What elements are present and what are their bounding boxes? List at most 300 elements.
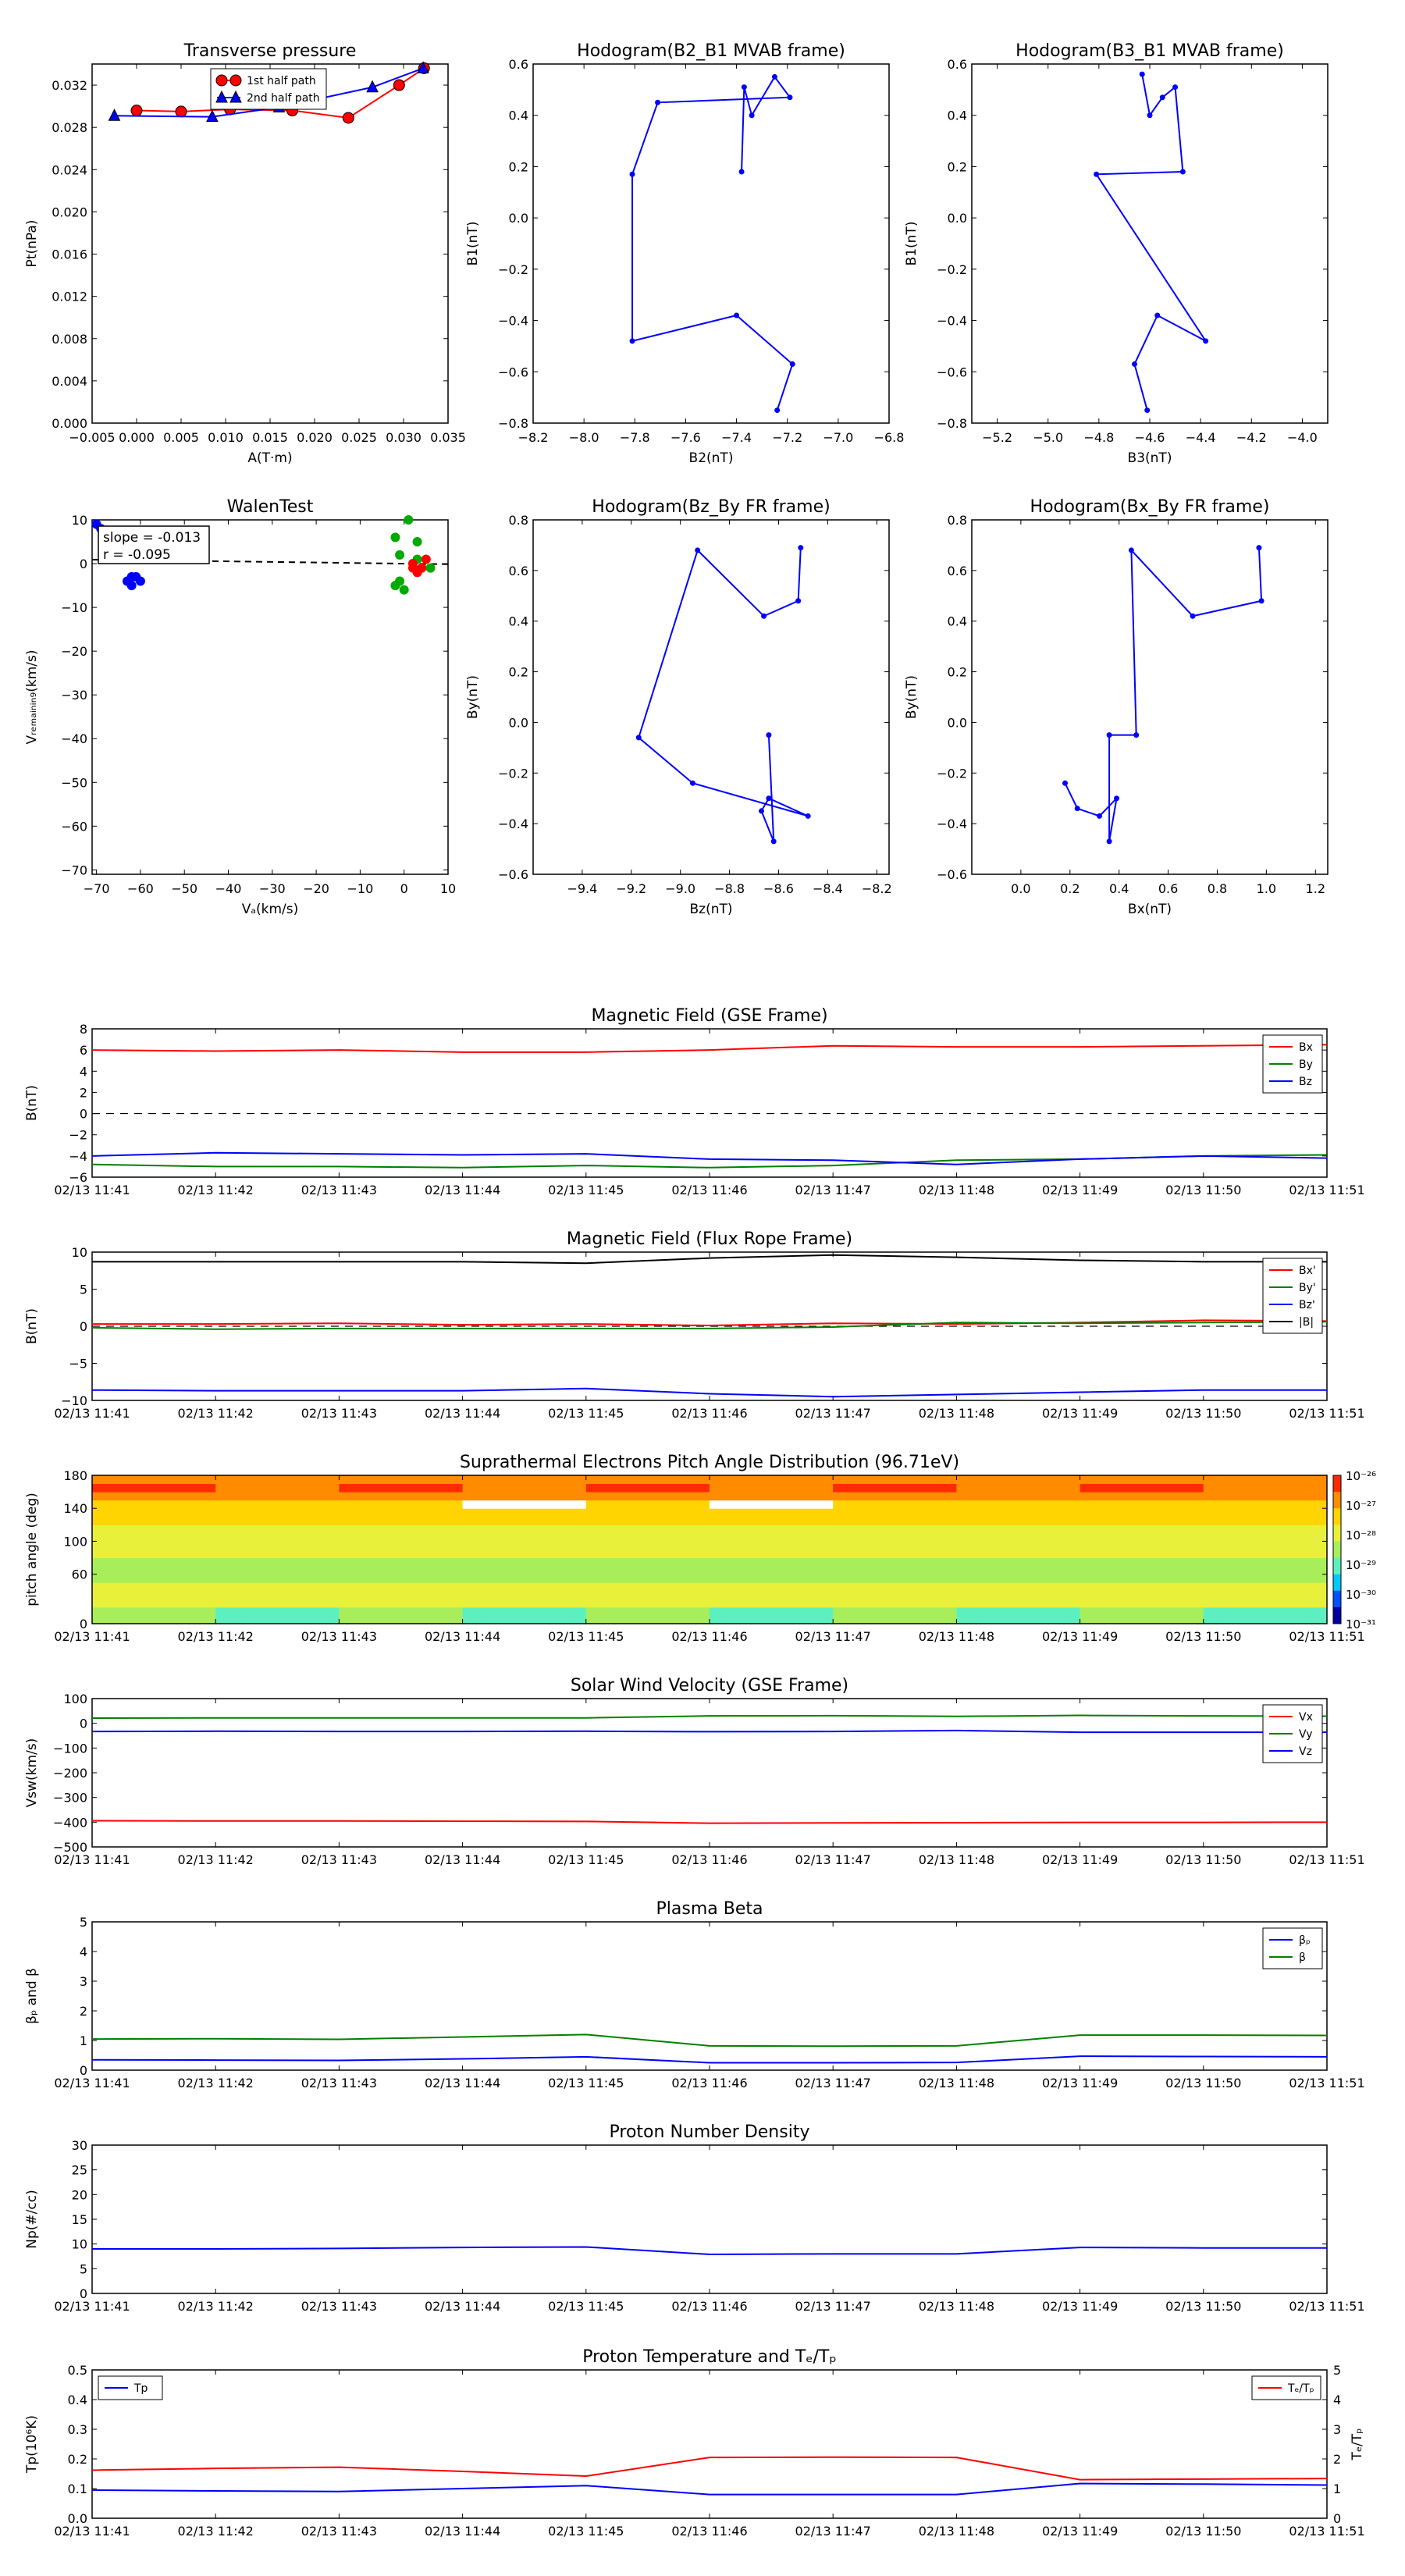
y-tick-label: 1 — [79, 2033, 87, 2048]
heatmap-cell — [215, 1525, 340, 1533]
data-point — [1129, 547, 1134, 553]
data-point — [1160, 94, 1165, 100]
time-tick-label: 02/13 11:48 — [918, 2299, 995, 2314]
y-tick-label: 0.032 — [52, 78, 87, 94]
y-tick-label: 60 — [71, 1567, 87, 1582]
heatmap-cell — [710, 1525, 834, 1533]
y-tick-label: 0.4 — [947, 108, 967, 123]
heatmap-cell — [1080, 1607, 1204, 1616]
y-axis-label: B1(nT) — [465, 221, 481, 266]
y-tick-label: −0.4 — [937, 817, 967, 832]
chart-title: Transverse pressure — [183, 41, 357, 61]
heatmap-cell — [339, 1574, 463, 1583]
chart-h2 — [904, 41, 1328, 466]
y-tick-label: −300 — [53, 1790, 87, 1806]
time-tick-label: 02/13 11:49 — [1041, 1406, 1119, 1421]
heatmap-cell — [463, 1591, 587, 1599]
x-tick-label: −70 — [83, 881, 110, 896]
y-tick-label: 5 — [79, 2261, 87, 2277]
y-axis-label: B(nT) — [24, 1084, 40, 1122]
x-axis-label: B3(nT) — [1127, 450, 1172, 466]
y-tick-label: −0.6 — [498, 867, 528, 882]
data-point — [806, 813, 811, 819]
y-tick-label: 0.6 — [947, 57, 967, 72]
heatmap-cell — [956, 1475, 1080, 1484]
heatmap-cell — [92, 1492, 216, 1500]
annotation-text: slope = -0.013 — [103, 530, 201, 546]
y-tick-label: 0.4 — [947, 614, 967, 629]
y-tick-label: 0.4 — [67, 2393, 87, 2407]
heatmap-cell — [215, 1492, 340, 1500]
legend-entry: β — [1299, 1952, 1306, 1964]
heatmap-cell — [1080, 1533, 1204, 1542]
time-tick-label: 02/13 11:47 — [795, 1406, 871, 1421]
x-tick-label: −8.2 — [861, 881, 892, 896]
y-axis-label: B(nT) — [24, 1308, 40, 1345]
time-tick-label: 02/13 11:49 — [1041, 2299, 1119, 2314]
time-tick-label: 02/13 11:43 — [301, 2524, 378, 2539]
heatmap-cell — [463, 1492, 587, 1500]
heatmap-cell — [92, 1533, 216, 1542]
heatmap-cell — [586, 1492, 710, 1500]
y-tick-label: −2 — [69, 1127, 87, 1143]
data-point — [759, 808, 764, 813]
data-point — [742, 84, 747, 90]
x-tick-label: 0.025 — [341, 430, 377, 445]
y-tick-label: −5 — [69, 1356, 87, 1372]
y-tick-label: 0.0 — [508, 211, 528, 226]
heatmap-cell — [463, 1599, 587, 1607]
x-tick-label: 0.015 — [252, 430, 288, 445]
chart-h1 — [465, 41, 904, 466]
time-tick-label: 02/13 11:47 — [795, 1629, 871, 1644]
heatmap-cell — [710, 1566, 834, 1574]
time-tick-label: 02/13 11:42 — [177, 1183, 254, 1197]
time-tick-label: 02/13 11:49 — [1041, 2524, 1119, 2539]
heatmap-cell — [1204, 1574, 1328, 1583]
time-tick-label: 02/13 11:48 — [918, 1852, 995, 1867]
x-tick-label: 0.6 — [1158, 881, 1179, 896]
y-tick-label: 100 — [63, 1692, 87, 1706]
y-axis-label: Pt(nPa) — [24, 219, 40, 268]
heatmap-cell — [339, 1615, 463, 1624]
x-tick-label: 0.030 — [386, 430, 422, 445]
time-tick-label: 02/13 11:51 — [1289, 1629, 1365, 1644]
scatter-point — [413, 537, 422, 546]
heatmap-cell — [586, 1582, 710, 1591]
y-tick-label: 5 — [79, 1915, 87, 1930]
colorbar-tick-label: 10⁻²⁶ — [1346, 1469, 1377, 1483]
time-tick-label: 02/13 11:50 — [1165, 1629, 1242, 1644]
legend-entry: Bx — [1299, 1041, 1313, 1054]
heatmap-cell — [339, 1591, 463, 1599]
heatmap-cell — [92, 1500, 216, 1509]
data-point — [1180, 169, 1186, 175]
y-tick-label: 0.016 — [52, 247, 87, 262]
chart-title: Proton Temperature and Tₑ/Tₚ — [582, 2347, 837, 2367]
heatmap-cell — [956, 1533, 1080, 1542]
time-tick-label: 02/13 11:42 — [177, 2524, 254, 2539]
y-tick-label: 10 — [71, 1245, 87, 1260]
x-tick-label: −50 — [171, 881, 198, 896]
scatter-point — [400, 585, 409, 595]
time-tick-label: 02/13 11:46 — [671, 2076, 748, 2090]
heatmap-cell — [339, 1517, 463, 1525]
heatmap-cell — [463, 1517, 587, 1525]
y-tick-label: 0 — [79, 2063, 87, 2078]
heatmap-cell — [833, 1566, 957, 1574]
chart-np — [24, 2122, 1365, 2314]
scatter-point — [136, 576, 145, 585]
y-tick-label: 0.0 — [947, 211, 967, 226]
heatmap-cell — [956, 1500, 1080, 1509]
heatmap-cell — [463, 1541, 587, 1550]
heatmap-cell — [1204, 1615, 1328, 1624]
y-tick-label: −400 — [53, 1815, 87, 1831]
heatmap-cell — [956, 1525, 1080, 1533]
heatmap-cell — [463, 1475, 587, 1484]
heatmap-cell — [833, 1558, 957, 1567]
heatmap-cell — [1080, 1566, 1204, 1574]
y-tick-label: −100 — [53, 1741, 87, 1756]
heatmap-cell — [1204, 1484, 1328, 1493]
heatmap-cell — [215, 1574, 340, 1583]
heatmap-cell — [586, 1558, 710, 1567]
time-tick-label: 02/13 11:44 — [424, 2076, 501, 2090]
data-point — [393, 80, 404, 91]
time-tick-label: 02/13 11:47 — [795, 2299, 871, 2314]
heatmap-cell — [586, 1508, 710, 1517]
chart-title: Hodogram(Bz_By FR frame) — [592, 497, 831, 517]
heatmap-cell — [956, 1508, 1080, 1517]
y-axis-label: By(nT) — [465, 674, 481, 720]
heatmap-cell — [1080, 1558, 1204, 1567]
y-tick-label: 4 — [79, 1064, 87, 1080]
data-point — [630, 172, 635, 177]
heatmap-cell — [586, 1484, 710, 1493]
time-tick-label: 02/13 11:41 — [54, 2524, 130, 2539]
y-tick-label: 0.024 — [52, 162, 87, 178]
heatmap-cell — [1204, 1517, 1328, 1525]
time-tick-label: 02/13 11:48 — [918, 1629, 995, 1644]
heatmap-cell — [710, 1484, 834, 1493]
heatmap-cell — [833, 1582, 957, 1591]
scatter-point — [404, 515, 413, 525]
chart-title: Solar Wind Velocity (GSE Frame) — [570, 1676, 849, 1695]
y-tick-label: −0.2 — [937, 766, 967, 781]
heatmap-cell — [586, 1517, 710, 1525]
y-tick-label: 0.6 — [947, 563, 967, 578]
time-tick-label: 02/13 11:45 — [548, 2524, 624, 2539]
y2-tick-label: 0 — [1333, 2511, 1342, 2526]
y-tick-label: 0 — [79, 2286, 87, 2301]
chart-title: Magnetic Field (Flux Rope Frame) — [566, 1229, 853, 1249]
series-line — [92, 2247, 1327, 2254]
plot-frame — [92, 520, 448, 874]
data-point — [343, 112, 354, 123]
chart-title: Magnetic Field (GSE Frame) — [591, 1006, 828, 1026]
heatmap-cell — [215, 1582, 340, 1591]
heatmap-cell — [833, 1517, 957, 1525]
y-tick-label: 0 — [79, 1319, 87, 1334]
x-tick-label: −8.0 — [568, 430, 599, 445]
chart-vsw — [24, 1676, 1365, 1867]
time-tick-label: 02/13 11:46 — [671, 2299, 748, 2314]
y-tick-label: 0.0 — [67, 2511, 87, 2526]
time-tick-label: 02/13 11:44 — [424, 1852, 501, 1867]
plot-frame — [92, 2370, 1327, 2518]
colorbar-segment — [1333, 1541, 1341, 1558]
heatmap-cell — [215, 1558, 340, 1567]
x-tick-label: −9.0 — [665, 881, 696, 896]
y-tick-label: −0.6 — [937, 365, 967, 380]
data-point — [1094, 172, 1099, 177]
heatmap-cell — [956, 1566, 1080, 1574]
heatmap-cell — [833, 1591, 957, 1599]
chart-title: Plasma Beta — [656, 1899, 763, 1919]
chart-title: WalenTest — [226, 497, 314, 517]
y2-axis-label: Tₑ/Tₚ — [1350, 2428, 1365, 2460]
time-tick-label: 02/13 11:47 — [795, 1183, 871, 1197]
time-tick-label: 02/13 11:45 — [548, 1183, 624, 1197]
heatmap-cell — [1204, 1525, 1328, 1533]
heatmap-cell — [710, 1574, 834, 1583]
legend-entry: 1st half path — [247, 75, 316, 87]
heatmap-cell — [956, 1492, 1080, 1500]
heatmap-cell — [956, 1550, 1080, 1558]
data-point — [109, 109, 120, 120]
data-point — [766, 795, 771, 801]
y-tick-label: 2 — [79, 1085, 87, 1101]
colorbar-segment — [1333, 1525, 1341, 1542]
x-tick-label: 0.4 — [1108, 881, 1129, 896]
data-point — [734, 313, 739, 318]
heatmap-cell — [1204, 1607, 1328, 1616]
x-tick-label: −4.0 — [1286, 430, 1318, 445]
heatmap-cell — [1204, 1566, 1328, 1574]
x-tick-label: −10 — [347, 881, 374, 896]
y-tick-label: 0.012 — [52, 289, 87, 304]
legend-entry: Tp — [134, 2382, 148, 2395]
x-tick-label: −0.005 — [69, 430, 116, 445]
heatmap-cell — [215, 1541, 340, 1550]
heatmap-cell — [1080, 1550, 1204, 1558]
data-point — [630, 338, 635, 343]
y-tick-label: −0.6 — [937, 867, 967, 882]
y-tick-label: −4 — [69, 1148, 87, 1164]
heatmap-cell — [339, 1533, 463, 1542]
heatmap-cell — [586, 1599, 710, 1607]
time-tick-label: 02/13 11:49 — [1041, 1183, 1119, 1197]
y-tick-label: 0.020 — [52, 205, 87, 220]
x-tick-label: 0.020 — [297, 430, 333, 445]
x-tick-label: −5.0 — [1033, 430, 1064, 445]
plot-frame — [972, 520, 1328, 874]
data-point — [216, 75, 227, 86]
heatmap-cell — [1080, 1615, 1204, 1624]
series-line — [92, 1389, 1327, 1397]
time-tick-label: 02/13 11:45 — [548, 1406, 624, 1421]
time-tick-label: 02/13 11:48 — [918, 1406, 995, 1421]
x-tick-label: −60 — [127, 881, 154, 896]
time-tick-label: 02/13 11:41 — [54, 2299, 130, 2314]
data-point — [790, 361, 795, 367]
heatmap-cell — [339, 1525, 463, 1533]
heatmap-cell — [1204, 1533, 1328, 1542]
y-tick-label: 20 — [71, 2187, 87, 2203]
heatmap-cell — [92, 1541, 216, 1550]
y-tick-label: 25 — [71, 2162, 87, 2178]
time-tick-label: 02/13 11:43 — [301, 1852, 378, 1867]
time-tick-label: 02/13 11:50 — [1165, 1183, 1242, 1197]
heatmap-cell — [1080, 1475, 1204, 1484]
heatmap-cell — [92, 1566, 216, 1574]
scatter-point — [390, 532, 400, 542]
heatmap-cell — [1204, 1558, 1328, 1567]
y-tick-label: −0.2 — [937, 262, 967, 277]
chart-title: Proton Number Density — [609, 2122, 810, 2142]
data-point — [787, 94, 792, 100]
heatmap-cell — [1080, 1541, 1204, 1550]
legend-box — [1263, 1928, 1322, 1969]
heatmap-cell — [956, 1582, 1080, 1591]
heatmap-cell — [833, 1492, 957, 1500]
heatmap-cell — [339, 1492, 463, 1500]
y-tick-label: −0.4 — [937, 313, 967, 329]
time-tick-label: 02/13 11:44 — [424, 1629, 501, 1644]
y-tick-label: −0.8 — [937, 416, 967, 431]
heatmap-cell — [586, 1550, 710, 1558]
y-tick-label: 0.2 — [947, 159, 967, 175]
heatmap-cell — [1204, 1541, 1328, 1550]
y-tick-label: 0.004 — [52, 373, 87, 389]
chart-walen — [24, 497, 456, 917]
data-point — [636, 735, 642, 740]
heatmap-cell — [586, 1607, 710, 1616]
heatmap-cell — [215, 1607, 340, 1616]
data-point — [739, 169, 745, 175]
heatmap-cell — [1204, 1500, 1328, 1509]
series-line — [92, 2457, 1327, 2480]
heatmap-cell — [339, 1566, 463, 1574]
data-point — [695, 547, 700, 553]
legend-entry: Vy — [1299, 1728, 1313, 1741]
x-tick-label: −8.4 — [812, 881, 843, 896]
data-point — [774, 407, 780, 413]
heatmap-cell — [463, 1484, 587, 1493]
x-tick-label: −40 — [215, 881, 242, 896]
chart-h3 — [465, 497, 892, 917]
heatmap-cell — [215, 1500, 340, 1509]
data-point — [1256, 545, 1261, 550]
legend-entry: Bz — [1299, 1076, 1312, 1088]
scatter-point — [123, 576, 132, 585]
scatter-point — [408, 564, 418, 573]
heatmap-cell — [833, 1550, 957, 1558]
y-tick-label: 0.6 — [508, 57, 528, 72]
heatmap-cell — [463, 1533, 587, 1542]
x-axis-label: Vₐ(km/s) — [241, 902, 299, 917]
x-tick-label: −8.2 — [518, 430, 549, 445]
x-axis-label: Bz(nT) — [689, 902, 733, 917]
series-line — [92, 1731, 1327, 1732]
scatter-point — [390, 581, 400, 590]
legend-entry: By — [1299, 1059, 1313, 1071]
y-tick-label: 0 — [79, 1716, 87, 1731]
heatmap-cell — [92, 1558, 216, 1567]
y-tick-label: 140 — [63, 1501, 87, 1517]
legend-entry: Bx' — [1299, 1265, 1316, 1277]
heatmap-cell — [833, 1475, 957, 1484]
x-tick-label: −5.2 — [982, 430, 1013, 445]
heatmap-cell — [463, 1607, 587, 1616]
heatmap-cell — [710, 1607, 834, 1616]
heatmap-cell — [339, 1582, 463, 1591]
heatmap-cell — [215, 1566, 340, 1574]
heatmap-cell — [1080, 1574, 1204, 1583]
y2-tick-label: 4 — [1333, 2393, 1342, 2407]
y-tick-label: 0.000 — [52, 416, 87, 431]
heatmap-cell — [710, 1582, 834, 1591]
heatmap-cell — [1080, 1517, 1204, 1525]
heatmap-cell — [1204, 1508, 1328, 1517]
y-axis-label: B1(nT) — [904, 221, 919, 266]
time-tick-label: 02/13 11:50 — [1165, 2524, 1242, 2539]
x-tick-label: 0.2 — [1060, 881, 1080, 896]
heatmap-cell — [956, 1517, 1080, 1525]
y-tick-label: −10 — [61, 600, 87, 616]
heatmap-cell — [710, 1558, 834, 1567]
x-tick-label: −8.6 — [763, 881, 794, 896]
legend-entry: Vz — [1299, 1745, 1312, 1758]
time-tick-label: 02/13 11:42 — [177, 2299, 254, 2314]
heatmap-cell — [463, 1615, 587, 1624]
heatmap-cell — [92, 1582, 216, 1591]
heatmap-cell — [339, 1607, 463, 1616]
y-tick-label: 0 — [79, 1617, 87, 1631]
heatmap-cell — [1204, 1591, 1328, 1599]
time-tick-label: 02/13 11:44 — [424, 2524, 501, 2539]
data-point — [795, 598, 801, 603]
time-tick-label: 02/13 11:42 — [177, 2076, 254, 2090]
chart-temp — [24, 2347, 1365, 2539]
y-tick-label: 0.4 — [508, 108, 528, 123]
chart-title: Hodogram(B3_B1 MVAB frame) — [1016, 41, 1284, 61]
time-tick-label: 02/13 11:51 — [1289, 1183, 1365, 1197]
heatmap-cell — [1080, 1582, 1204, 1591]
heatmap-cell — [710, 1492, 834, 1500]
y2-tick-label: 3 — [1333, 2422, 1342, 2437]
y-axis-label: βₚ and β — [24, 1968, 40, 2024]
colorbar-tick-label: 10⁻²⁷ — [1346, 1499, 1377, 1513]
heatmap-cell — [833, 1615, 957, 1624]
y-tick-label: 0.0 — [947, 715, 967, 731]
data-point — [761, 614, 767, 619]
x-tick-label: 0.035 — [430, 430, 466, 445]
heatmap-cell — [710, 1517, 834, 1525]
series-line — [92, 2034, 1327, 2046]
heatmap-cell — [339, 1550, 463, 1558]
time-tick-label: 02/13 11:42 — [177, 1629, 254, 1644]
y-tick-label: 15 — [71, 2212, 87, 2227]
scatter-point — [395, 550, 404, 560]
time-tick-label: 02/13 11:47 — [795, 1852, 871, 1867]
y-tick-label: 0.3 — [67, 2422, 87, 2437]
data-point — [771, 838, 777, 844]
data-point — [690, 781, 695, 786]
data-point — [655, 100, 660, 105]
y-tick-label: 0.8 — [508, 513, 528, 528]
